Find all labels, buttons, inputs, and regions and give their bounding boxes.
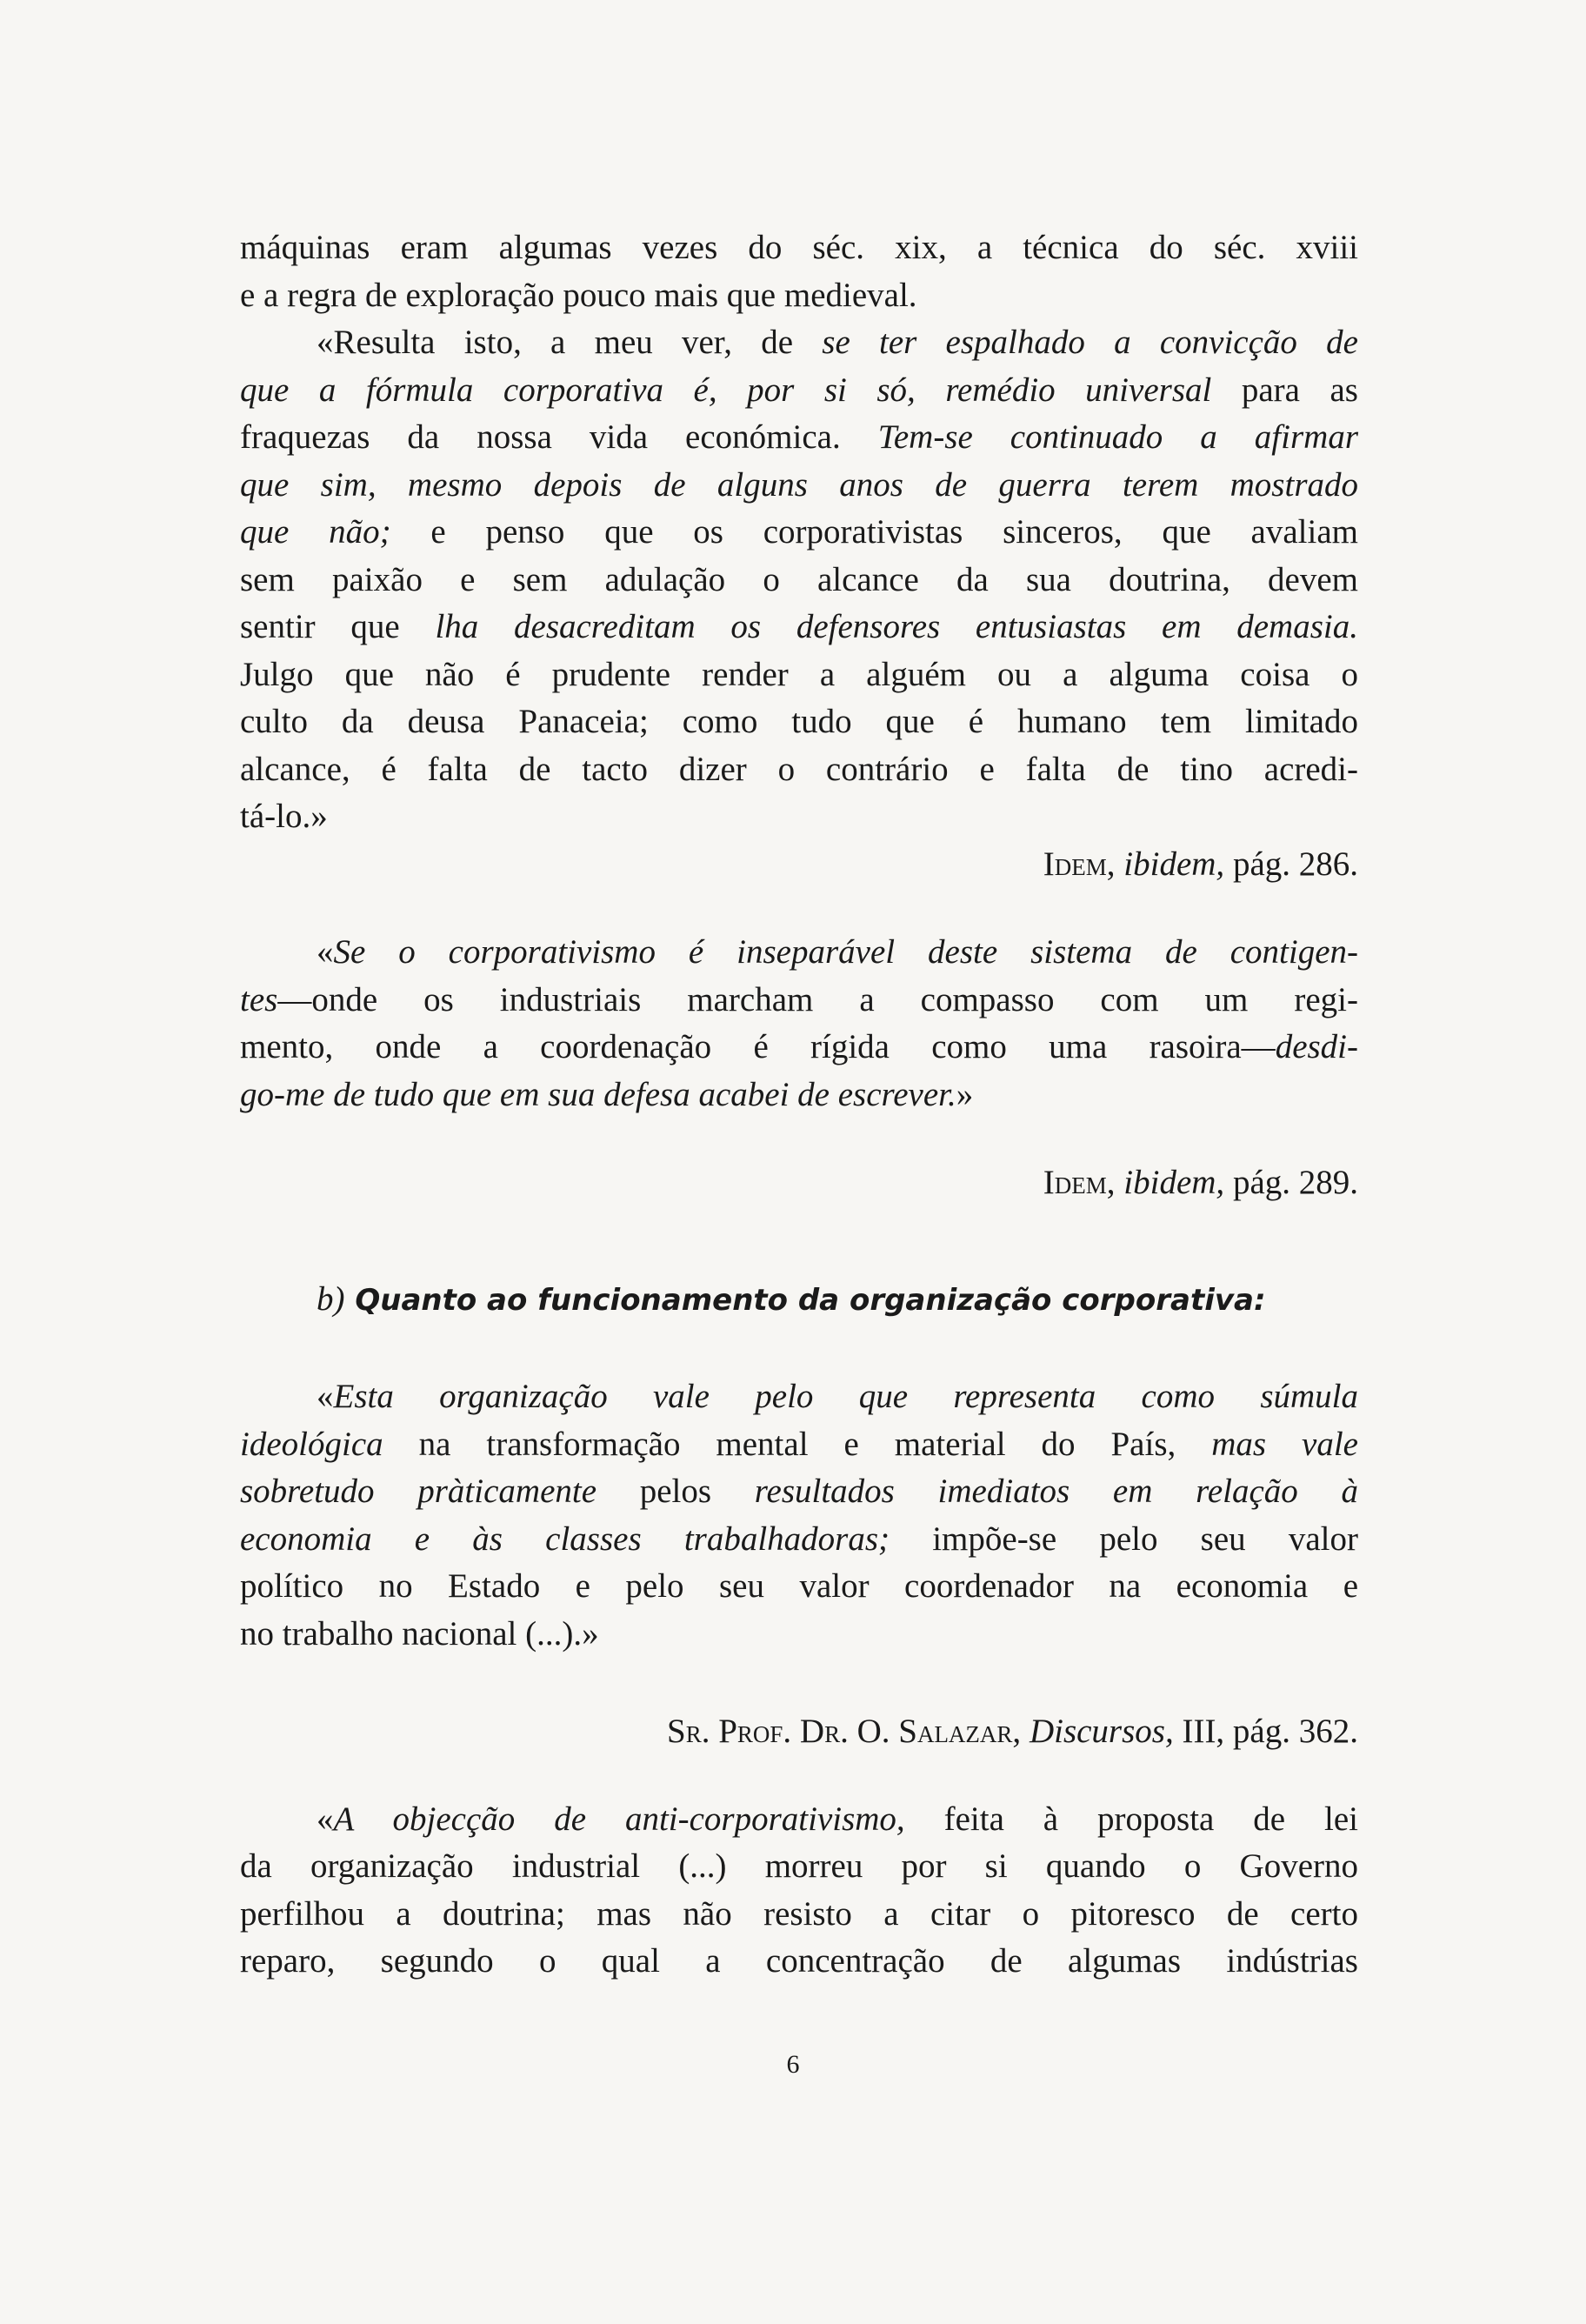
- text-line: sobretudo pràticamente pelos resultados imediatos em relação à: [240, 1473, 1358, 1510]
- attribution: [240, 1708, 1358, 1756]
- text-line: e a regra de exploração pouco mais que medieval.: [240, 276, 917, 314]
- attribution-author: Sr. Prof. Dr. O. Salazar,: [667, 1713, 1022, 1750]
- text-line: que não; e penso que os corporativistas sinceros, que avaliam: [240, 513, 1358, 551]
- text-line: mento, onde a coordenação é rígida como uma rasoira—desdi-: [240, 1028, 1358, 1065]
- page-number: 6: [786, 2050, 800, 2079]
- attribution-author: Idem,: [1043, 1164, 1116, 1201]
- attribution-work: ibidem,: [1123, 845, 1225, 883]
- text-line: sem paixão e sem adulação o alcance da sua doutrina, devem: [240, 560, 1358, 598]
- text-line: no trabalho nacional (...).»: [240, 1614, 599, 1653]
- quote-organizacao: [240, 1373, 1358, 1658]
- section-title: Quanto ao funcionamento da organização corporativa:: [355, 1282, 1266, 1318]
- text-line: máquinas eram algumas vezes do séc. xix, a técnica do séc. xviii: [240, 229, 1358, 266]
- quote-corporativismo: [240, 929, 1358, 1119]
- attribution-work: ibidem,: [1123, 1164, 1225, 1201]
- attribution-work: Discursos,: [1029, 1713, 1174, 1750]
- text-line: alcance, é falta de tacto dizer o contrário e falta de tino acredi-: [240, 750, 1358, 788]
- text-line: Julgo que não é prudente render a alguém ou a alguma coisa o: [240, 655, 1358, 693]
- section-letter: b): [317, 1279, 345, 1318]
- text-line: tes—onde os industriais marcham a compasso com um regi-: [240, 980, 1358, 1018]
- attribution-page: III, pág. 362.: [1182, 1713, 1358, 1750]
- text-line: reparo, segundo o qual a concentração de algumas indústrias: [240, 1942, 1358, 1980]
- text-line: culto da deusa Panaceia; como tudo que é humano tem limitado: [240, 703, 1358, 740]
- text-line: fraquezas da nossa vida económica. Tem-se continuado a afirmar: [240, 418, 1358, 456]
- attribution-author: Idem,: [1043, 845, 1116, 883]
- quote-resulta: [240, 224, 1358, 841]
- text-line: sentir que lha desacreditam os defensores entusiastas em demasia.: [240, 608, 1358, 645]
- text-line: político no Estado e pelo seu valor coordenador na economia e: [240, 1567, 1358, 1605]
- text-line: «Esta organização vale pelo que representa como súmula: [317, 1378, 1358, 1415]
- text-line: perfilhou a doutrina; mas não resisto a citar o pitoresco de certo: [240, 1894, 1358, 1933]
- page-body: [240, 224, 1358, 1986]
- attribution-page: pág. 286.: [1232, 845, 1358, 883]
- quote-objeccao: [240, 1796, 1358, 1986]
- text-line: «A objecção de anti-corporativismo, feita à proposta de lei: [317, 1800, 1358, 1838]
- text-line: da organização industrial (...) morreu por si quando o Governo: [240, 1847, 1358, 1885]
- section-heading: [240, 1276, 1358, 1324]
- attribution: [240, 841, 1358, 889]
- attribution: [240, 1159, 1358, 1207]
- text-line: ideológica na transformação mental e material do País, mas vale: [240, 1425, 1358, 1463]
- text-line: go-me de tudo que em sua defesa acabei de escrever.»: [240, 1075, 974, 1113]
- text-line: que a fórmula corporativa é, por si só, remédio universal para as: [240, 371, 1358, 409]
- text-line: «Resulta isto, a meu ver, de se ter espalhado a convicção de: [317, 324, 1358, 361]
- text-line: «Se o corporativismo é inseparável deste sistema de contigen-: [317, 933, 1358, 971]
- text-line: que sim, mesmo depois de alguns anos de guerra terem mostrado: [240, 465, 1358, 504]
- attribution-page: pág. 289.: [1232, 1164, 1358, 1201]
- text-line: tá-lo.»: [240, 798, 328, 835]
- text-line: economia e às classes trabalhadoras; impõe-se pelo seu valor: [240, 1519, 1358, 1558]
